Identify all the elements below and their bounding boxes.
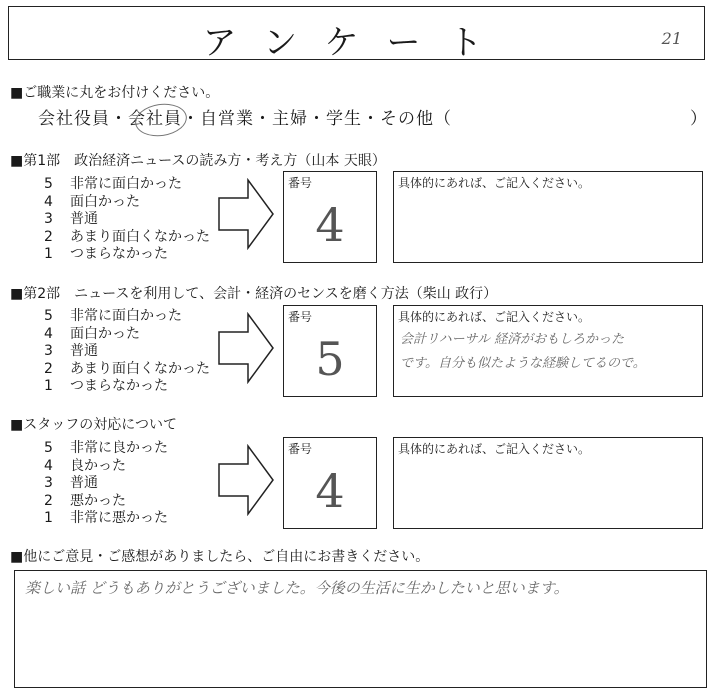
part2-number-value: 5 <box>315 332 345 386</box>
part2-comment-box[interactable]: 具体的にあれば、ご記入ください。 会計リハーサル 経済がおもしろかった です。自分も似たような経験してるので。 <box>393 305 703 397</box>
right-arrow-icon <box>218 312 274 384</box>
scale-row: 2 あまり面白くなかった <box>44 228 210 245</box>
free-comment-heading: ■他にご意見・ご感想がありましたら、ご自由にお書きください。 <box>10 549 430 565</box>
right-arrow-icon <box>218 444 274 516</box>
part1-rating-scale <box>44 176 210 264</box>
part2-heading: ■第2部 ニュースを利用して、会計・経済のセンスを磨く方法（柴山 政行） <box>10 286 498 302</box>
occupation-close-paren: ） <box>690 109 707 129</box>
part1-number-box[interactable]: 番号 4 <box>283 171 377 263</box>
scale-row: 2 あまり面白くなかった <box>44 360 210 377</box>
scale-row: 3 普通 <box>44 343 98 359</box>
occupation-heading: ■ご職業に丸をお付けください。 <box>10 85 220 101</box>
free-comment-text: 楽しい話 どうもありがとうございました。今後の生活に生かしたいと思います。 <box>25 579 569 597</box>
scale-row: 5 非常に面白かった <box>44 308 182 324</box>
scale-row: 1 つまらなかった <box>44 378 168 394</box>
scale-row: 4 面白かった <box>44 325 140 342</box>
part3-comment-box[interactable]: 具体的にあれば、ご記入ください。 <box>393 437 703 529</box>
scale-row: 2 悪かった <box>44 492 126 509</box>
part3-number-box[interactable]: 番号 4 <box>283 437 377 529</box>
scale-row: 5 非常に面白かった <box>44 176 182 192</box>
scale-row: 5 非常に良かった <box>44 440 168 456</box>
scale-row: 3 普通 <box>44 475 98 491</box>
scale-row: 1 つまらなかった <box>44 246 168 262</box>
title-box <box>8 6 705 63</box>
part3-number-value: 4 <box>315 464 345 518</box>
part2-comment-text: 会計リハーサル 経済がおもしろかった です。自分も似たような経験してるので。 <box>400 332 646 371</box>
occupation-options[interactable]: 会社役員・会社員・自営業・主婦・学生・その他（ <box>38 109 452 129</box>
part2-number-box[interactable]: 番号 5 <box>283 305 377 397</box>
free-comment-box[interactable] <box>14 570 707 688</box>
part1-comment-box[interactable]: 具体的にあれば、ご記入ください。 <box>393 171 703 263</box>
handwritten-page-number: 21 <box>661 29 682 48</box>
right-arrow-icon <box>218 178 274 250</box>
scale-row: 1 非常に悪かった <box>44 510 168 526</box>
survey-title: アンケート <box>202 23 511 63</box>
part3-heading: ■スタッフの対応について <box>10 417 177 433</box>
part1-heading: ■第1部 政治経済ニュースの読み方・考え方（山本 天眼） <box>10 153 386 169</box>
part2-rating-scale <box>44 308 210 396</box>
scale-row: 4 面白かった <box>44 193 140 210</box>
part3-rating-scale <box>44 440 168 528</box>
scale-row: 4 良かった <box>44 457 126 474</box>
part1-number-value: 4 <box>315 198 345 252</box>
scale-row: 3 普通 <box>44 211 98 227</box>
